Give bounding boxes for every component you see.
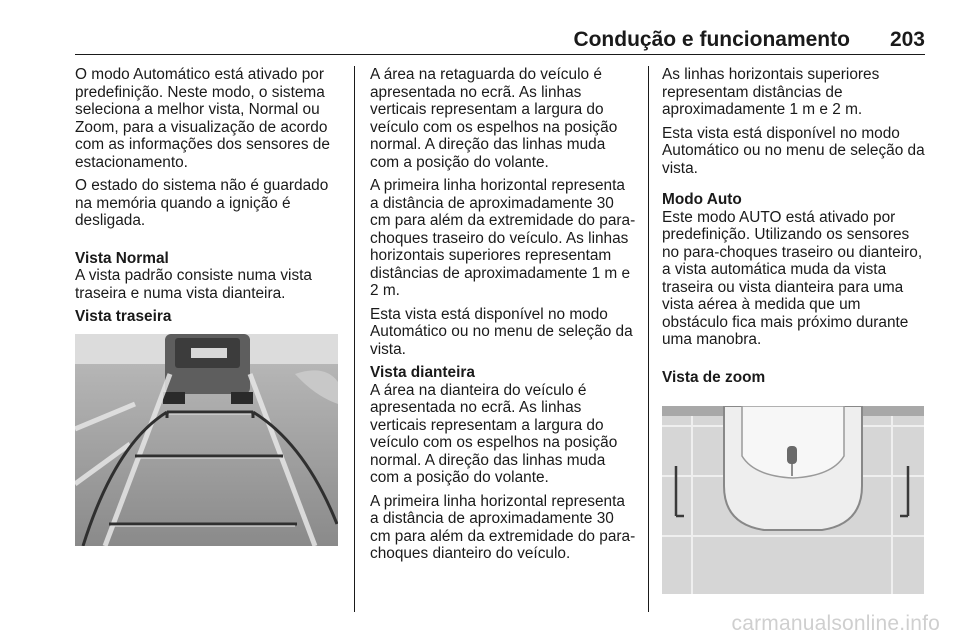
paragraph: Esta vista está disponível no modo Automático ou no menu de seleção da vista. xyxy=(662,124,925,177)
column-divider-2 xyxy=(648,66,649,612)
paragraph: A área na retaguarda do veículo é apresentada no ecrã. As linhas verticais representam a largura do veículo com os espelhos na posição normal. A direção das linhas muda com a posição do volante. xyxy=(370,66,618,171)
paragraph: O estado do sistema não é guardado na memória quando a ignição é desligada. xyxy=(75,177,329,229)
section-title: Condução e funcionamento xyxy=(573,28,850,51)
paragraph: A primeira linha horizontal representa a distância de aproximadamente 30 cm para além da extremidade do para-choques traseiro do veículo. As linhas horizontais superiores representam distâncias de aproximadamente 1 m e 2 m. xyxy=(370,177,636,299)
zoom-view-camera-image xyxy=(662,406,924,594)
rear-view-camera-image xyxy=(75,334,338,546)
paragraph: A área na dianteira do veículo é apresentada no ecrã. As linhas verticais representam a largura do veículo com os espelhos na posição normal. A direção das linhas muda com a posição do volante. xyxy=(370,381,618,486)
car-top-view xyxy=(724,406,862,530)
heading-vista-traseira: Vista traseira xyxy=(75,308,172,325)
page-header xyxy=(75,28,925,52)
paragraph: Esta vista está disponível no modo Automático ou no menu de seleção da vista. xyxy=(370,305,633,358)
watermark: carmanualsonline.info xyxy=(731,612,940,635)
heading-vista-normal: Vista Normal xyxy=(75,249,169,267)
column-3 xyxy=(662,66,928,386)
header-rule xyxy=(75,54,925,55)
paragraph: A vista padrão consiste numa vista traseira e numa vista dianteira. xyxy=(75,267,312,302)
paragraph: As linhas horizontais superiores representam distâncias de aproximadamente 1 m e 2 m. xyxy=(662,66,880,118)
parked-car xyxy=(163,334,253,404)
paragraph: A primeira linha horizontal representa a distância de aproximadamente 30 cm para além da extremidade do para-choques dianteiro do veículo. xyxy=(370,492,636,562)
heading-vista-dianteira: Vista dianteira xyxy=(370,364,475,381)
heading-modo-auto: Modo Auto xyxy=(662,191,742,208)
page-number: 203 xyxy=(889,28,925,51)
column-divider-1 xyxy=(354,66,355,612)
column-2 xyxy=(370,66,636,569)
paragraph: Este modo AUTO está ativado por predefinição. Utilizando os sensores no para-choques traseiro ou dianteiro, a vista automática muda da vista traseira ou vista dianteira para uma vista aérea à medida que um obstáculo fica mais próximo durante uma manobra. xyxy=(662,208,923,348)
column-1 xyxy=(75,66,341,326)
paragraph: O modo Automático está ativado por predefinição. Neste modo, o sistema seleciona a melhor vista, Normal ou Zoom, para a visualização de acordo com as informações dos sensores de estacionamento. xyxy=(75,66,330,171)
heading-vista-de-zoom: Vista de zoom xyxy=(662,368,766,386)
